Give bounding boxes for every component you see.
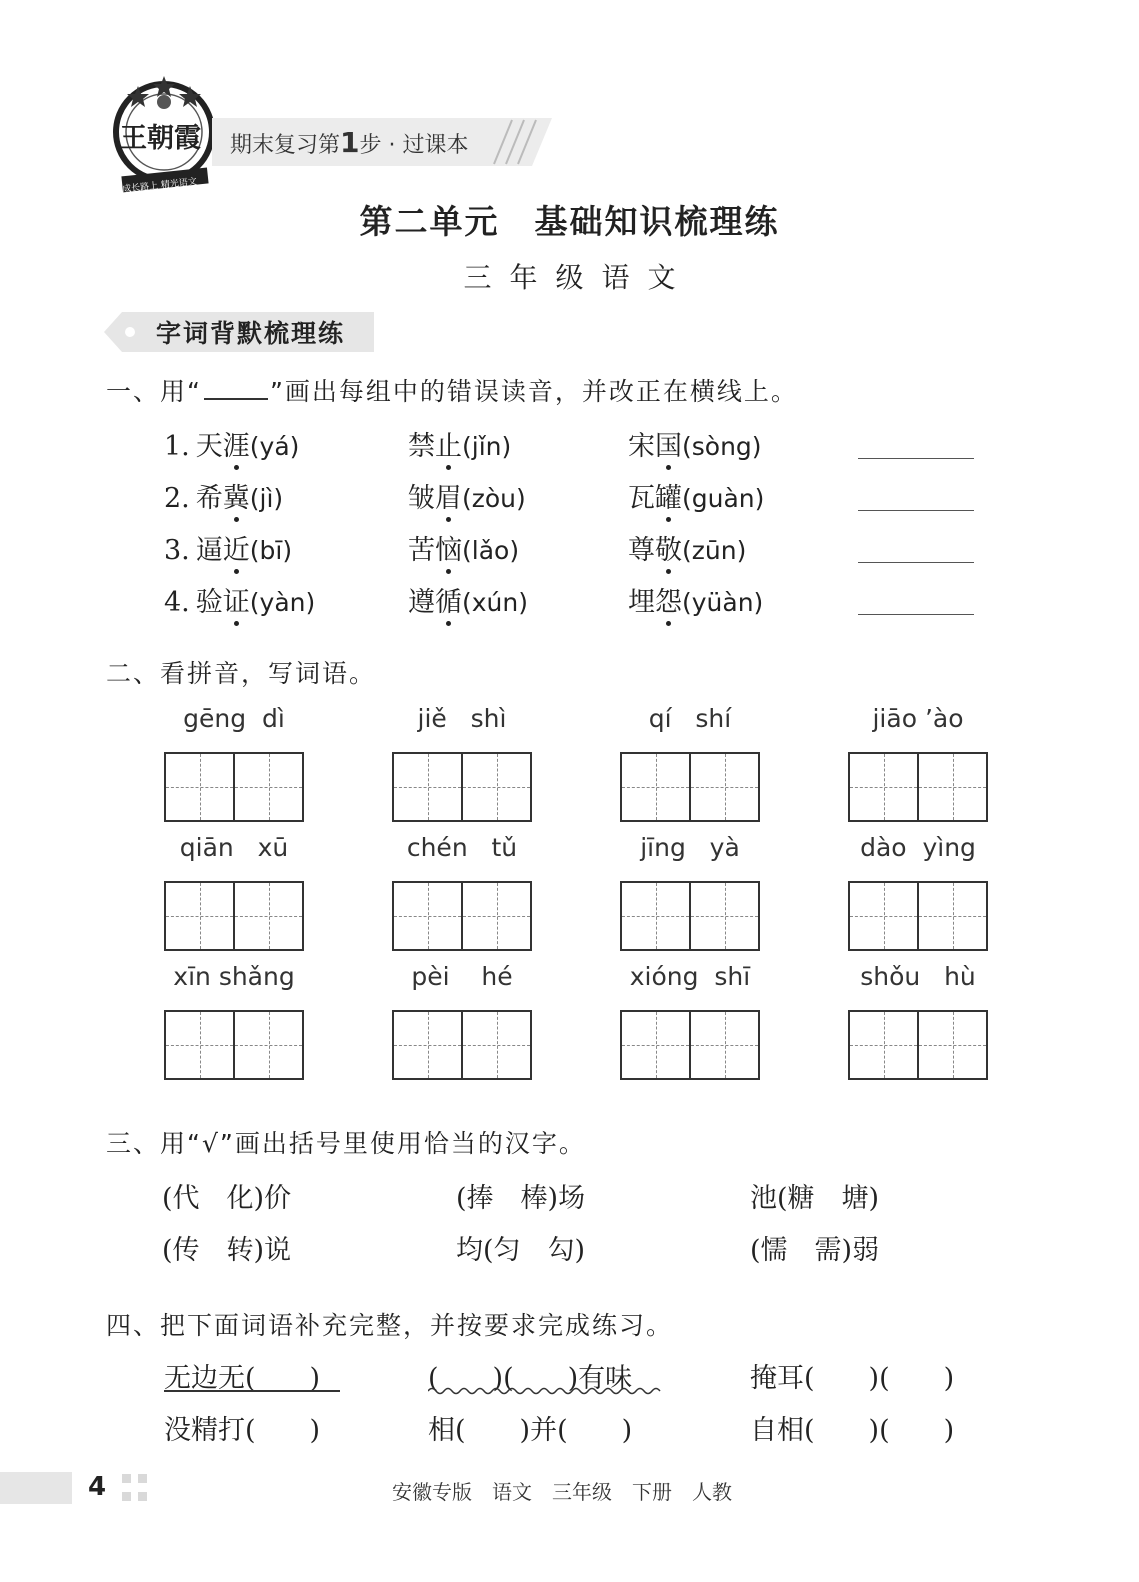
item-dotted-char: 循 [435,587,462,618]
grid-cell[interactable] [917,754,986,820]
item-pinyin: (guàn) [682,484,765,513]
writing-grid[interactable] [164,881,304,951]
item-dotted-char: 国 [655,431,682,462]
grid-cell[interactable] [461,883,530,949]
pinyin-label: pèi hé [411,962,513,991]
pinyin-label: jīng yà [640,833,740,862]
writing-grid[interactable] [392,752,532,822]
question-1-heading: 一、用“ ”画出每组中的错误读音，并改正在横线上。 [106,377,798,406]
writing-grid[interactable] [392,881,532,951]
writing-grid[interactable] [848,752,988,822]
pinyin-label: chén tǔ [406,833,518,862]
grid-cell[interactable] [394,754,461,820]
item-char: 验 [195,587,223,618]
pinyin-label: xióng shī [629,962,751,991]
answer-blank[interactable] [858,614,974,615]
grid-cell[interactable] [233,883,302,949]
logo-text: 王朝霞 [120,123,201,154]
writing-grid[interactable] [620,1010,760,1080]
item-char: 尊 [628,535,655,566]
item-dotted-char: 近 [222,535,250,566]
item-dotted-char: 眉 [435,483,462,514]
item-dotted-char: 证 [222,587,250,618]
question-2-heading: 二、看拼音，写词语。 [106,659,377,688]
pinyin-label: xīn shǎng [173,962,295,991]
item-pinyin: (jǐn) [462,432,512,461]
pinyin-item [628,424,762,463]
item-dotted-char: 涯 [222,431,250,462]
item-char: 逼 [195,535,223,566]
page-number: 4 [88,1472,107,1502]
choice-item[interactable]: (传 转)说 [162,1235,292,1266]
wavy-underline [428,1386,664,1396]
item-pinyin: (xún) [462,588,528,617]
grid-cell[interactable] [394,1012,461,1078]
pinyin-item [408,476,526,515]
pinyin-item [628,528,746,567]
grid-cell[interactable] [622,883,689,949]
fill-in-item[interactable]: 无边无( ) [164,1363,321,1394]
pinyin-label: shǒu hù [860,962,976,991]
answer-blank[interactable] [858,562,974,563]
footer-edition-info: 安徽专版 语文 三年级 下册 人教 [392,1480,732,1504]
fill-in-item[interactable]: 没精打( ) [164,1415,321,1446]
answer-blank[interactable] [858,458,974,459]
writing-grid[interactable] [848,881,988,951]
pinyin-label: jiě shì [417,704,507,733]
item-char: 苦 [408,535,435,566]
pinyin-label: gēng dì [183,704,285,733]
item-pinyin: (sòng) [682,432,762,461]
item-dotted-char: 止 [435,431,462,462]
item-dotted-char: 冀 [222,483,250,514]
grid-cell[interactable] [166,754,233,820]
pinyin-label: qí shí [648,704,732,733]
pinyin-item [408,580,528,619]
question-3-heading: 三、用“√”画出括号里使用恰当的汉字。 [106,1129,586,1158]
grid-cell[interactable] [461,754,530,820]
choice-item[interactable]: (懦 需)弱 [750,1235,880,1266]
writing-grid[interactable] [164,752,304,822]
pinyin-item [408,528,519,567]
item-dotted-char: 敬 [655,535,682,566]
item-pinyin: (bī) [249,536,293,565]
item-pinyin: (zòu) [462,484,526,513]
grid-cell[interactable] [689,883,758,949]
item-dotted-char: 怨 [655,587,682,618]
footer-square [138,1492,147,1501]
pinyin-item [408,424,511,463]
pinyin-item [164,580,315,619]
footer-square [138,1474,147,1483]
writing-grid[interactable] [620,881,760,951]
grid-cell[interactable] [622,1012,689,1078]
grid-cell[interactable] [622,754,689,820]
grid-cell[interactable] [394,883,461,949]
item-number: 2. [164,483,190,514]
item-pinyin: (zūn) [682,536,747,565]
item-number: 3. [164,535,190,566]
item-number: 4. [164,587,190,618]
fill-in-item[interactable]: ( )( )有味 [428,1363,633,1394]
answer-blank[interactable] [858,510,974,511]
item-pinyin: (yá) [249,432,300,461]
page-title: 第二单元 基础知识梳理练 [359,202,780,241]
writing-grid[interactable] [164,1010,304,1080]
item-pinyin: (lǎo) [462,536,520,565]
grid-cell[interactable] [166,883,233,949]
grid-cell[interactable] [850,754,917,820]
writing-grid[interactable] [620,752,760,822]
choice-item[interactable]: (代 化)价 [162,1183,292,1214]
pinyin-label: qiān xū [179,833,289,862]
item-char: 禁 [408,431,435,462]
pinyin-item [628,580,763,619]
item-char: 天 [195,431,223,462]
choice-item[interactable]: 均(匀 勾) [456,1235,586,1266]
item-char: 遵 [408,587,435,618]
item-dotted-char: 恼 [435,535,462,566]
grid-cell[interactable] [233,754,302,820]
fill-in-item[interactable]: 掩耳( )( ) [750,1363,955,1394]
grid-cell[interactable] [689,754,758,820]
item-char: 埋 [628,587,655,618]
item-char: 宋 [628,431,655,462]
footer-bar [0,1472,72,1504]
pinyin-item [164,528,292,567]
choice-item[interactable]: (捧 棒)场 [456,1183,586,1214]
grid-cell[interactable] [233,1012,302,1078]
item-char: 皱 [408,483,435,514]
footer-square [122,1474,131,1483]
pinyin-item [164,424,299,463]
question-4-heading: 四、把下面词语补充完整，并按要求完成练习。 [106,1311,674,1340]
choice-item[interactable]: 池(糖 塘) [750,1183,880,1214]
grid-cell[interactable] [917,883,986,949]
grid-cell[interactable] [850,883,917,949]
fill-in-item[interactable]: 相( )并( ) [428,1415,633,1446]
item-pinyin: (jì) [249,484,284,513]
item-char: 瓦 [628,483,655,514]
item-number: 1. [164,431,190,462]
page-subtitle: 三年级语文 [463,261,694,294]
logo-sub-text: 成长路上 精光语文 [121,177,198,195]
pinyin-item [628,476,764,515]
grid-cell[interactable] [689,1012,758,1078]
grid-cell[interactable] [166,1012,233,1078]
section-tag-label: 字词背默梳理练 [156,319,346,348]
straight-underline [164,1390,340,1392]
chapter-banner-text: 期末复习第1步 · 过课本 [230,126,469,159]
pinyin-item [164,476,283,515]
writing-grid[interactable] [848,1010,988,1080]
pinyin-label: jiāo ’ào [872,704,964,733]
fill-in-item[interactable]: 自相( )( ) [750,1415,955,1446]
grid-cell[interactable] [850,1012,917,1078]
writing-grid[interactable] [392,1010,532,1080]
item-pinyin: (yüàn) [682,588,764,617]
footer-square [122,1492,131,1501]
item-char: 希 [195,483,223,514]
grid-cell[interactable] [917,1012,986,1078]
grid-cell[interactable] [461,1012,530,1078]
item-pinyin: (yàn) [249,588,316,617]
item-dotted-char: 罐 [655,483,682,514]
pinyin-label: dào yìng [860,833,976,862]
